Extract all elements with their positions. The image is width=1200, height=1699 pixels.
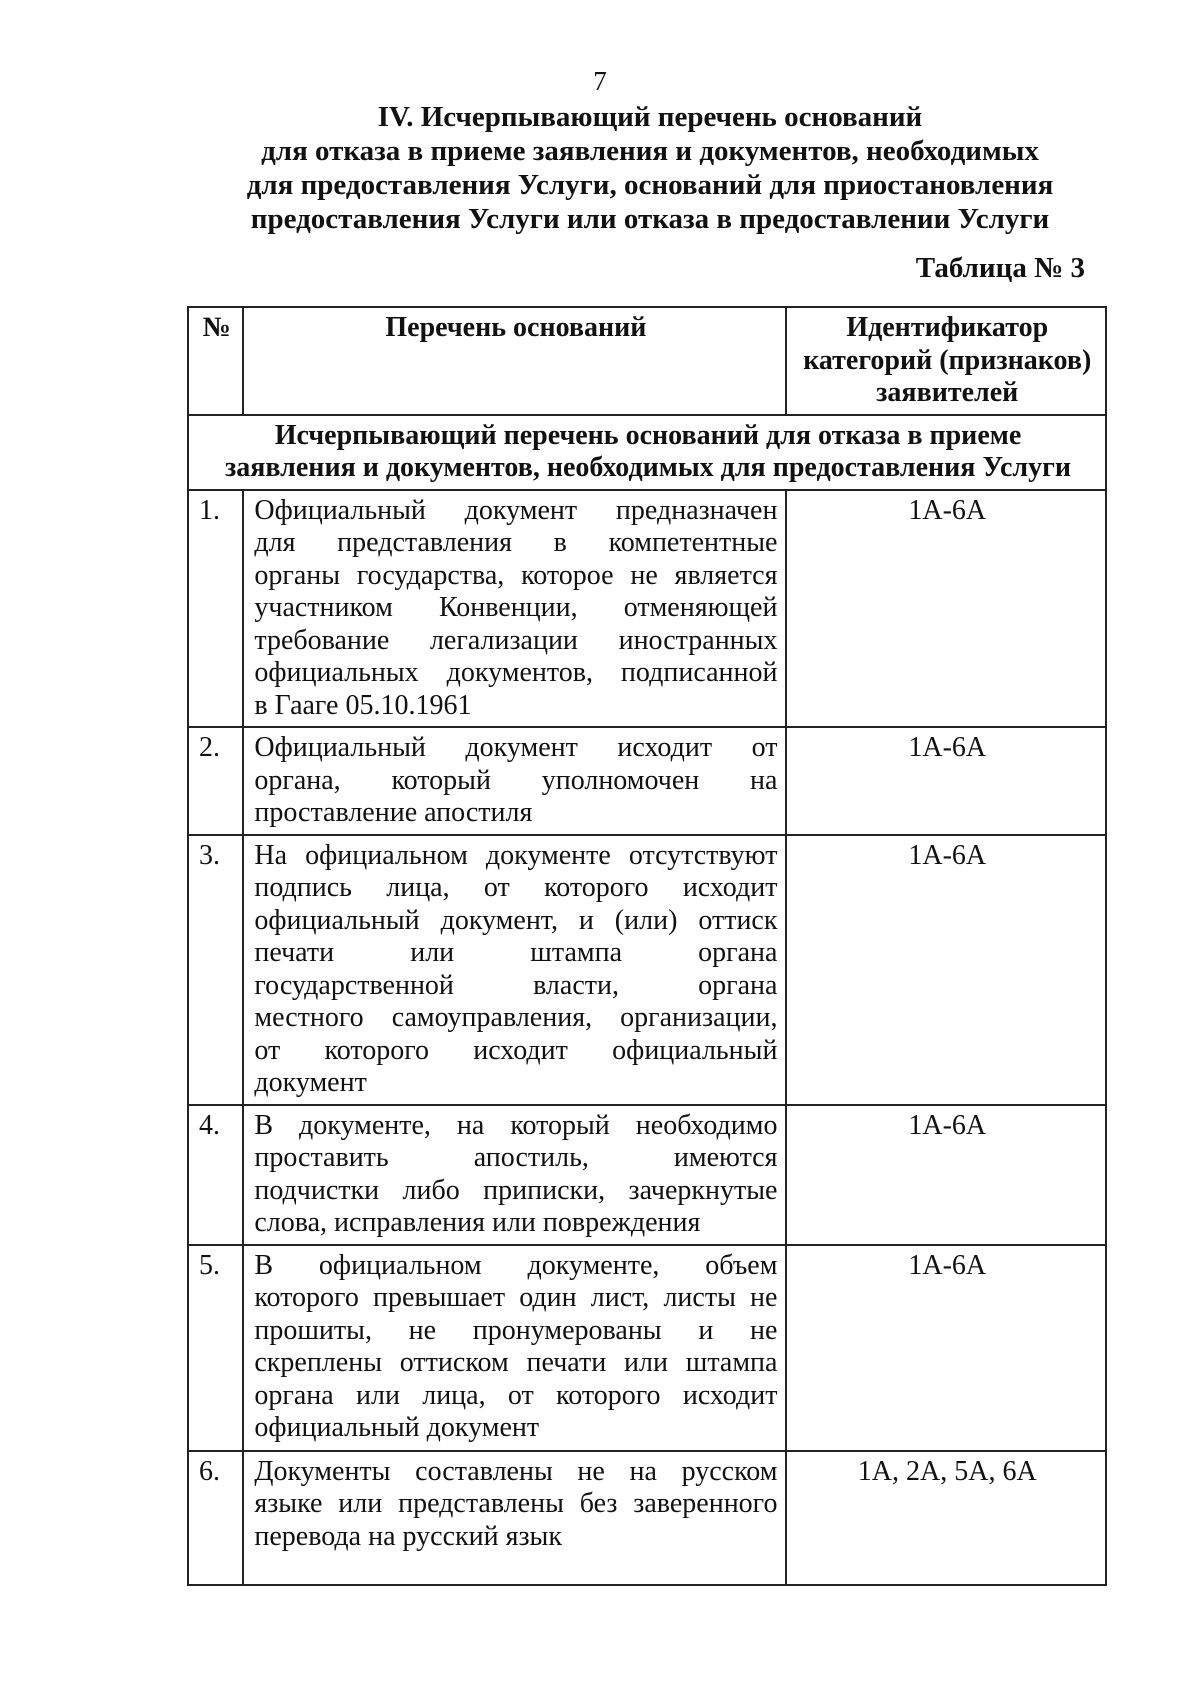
row-reason [243,490,786,728]
table-row [188,1105,1106,1245]
heading-line: IV. Исчерпывающий перечень оснований [377,101,923,133]
row-number: 5. [188,1245,243,1451]
heading-line: предоставления Услуги или отказа в предоставлении Услуги [250,203,1050,235]
reason-line: В официальном документе, объем [254,1249,778,1281]
reason-line: Официальный документ предназначен [254,494,778,526]
row-number: 2. [188,727,243,835]
reason-line: официальных документов, подписанной [254,657,778,688]
reason-line: Документы составлены не на русском [254,1455,778,1487]
reason-line: государственной власти, органа [254,969,778,1001]
table-row [188,727,1106,835]
column-header-identifier: Идентификатор категорий (признаков) заявителей [786,307,1106,415]
reason-line: органы государства, которое не является [254,559,778,591]
reason-line: печати или штампа органа [254,937,778,968]
section-caption [188,415,1106,490]
row-identifier: 1А-6А [786,835,1106,1105]
reason-line: На официальном документе отсутствуют [254,839,778,871]
table-row [188,1245,1106,1451]
row-identifier: 1А-6А [786,1245,1106,1451]
reason-line: в Гааге 05.10.1961 [254,689,472,721]
table-label: Таблица № 3 [915,252,1085,284]
row-number: 1. [188,490,243,728]
row-reason [243,1105,786,1245]
reason-line: которого превышает один лист, листы не [254,1282,778,1313]
table-section-row [188,415,1106,490]
reason-line: подчистки либо приписки, зачеркнутые [254,1174,778,1206]
row-number: 6. [188,1451,243,1585]
row-reason [243,1451,786,1585]
column-header-number: № [188,307,243,415]
reason-line: перевода на русский язык [254,1520,562,1552]
reason-line: языке или представлены без заверенного [254,1488,778,1519]
reason-line: прошиты, не пронумерованы и не [254,1314,778,1346]
reason-line: скреплены оттиском печати или штампа [254,1347,778,1378]
row-number: 4. [188,1105,243,1245]
row-identifier: 1А, 2А, 5А, 6А [786,1451,1106,1585]
reason-line: официальный документ, и (или) оттиск [254,904,778,936]
row-identifier: 1А-6А [786,727,1106,835]
column-header-reasons: Перечень оснований [243,307,786,415]
table-row [188,1451,1106,1585]
reason-line: органа или лица, от которого исходит [254,1379,778,1411]
reason-line: проставление апостиля [254,797,533,828]
row-identifier: 1А-6А [786,1105,1106,1245]
row-number: 3. [188,835,243,1105]
table-row [188,835,1106,1105]
heading-line: для отказа в приеме заявления и документов, необходимых [261,135,1039,167]
reason-line: документ [254,1067,367,1098]
row-identifier: 1А-6А [786,490,1106,728]
reason-line: от которого исходит официальный [254,1034,778,1066]
table-row [188,490,1106,728]
reason-line: для представления в компетентные [254,527,778,558]
reason-line: проставить апостиль, имеются [254,1142,778,1173]
section-heading [190,100,1110,236]
reason-line: подпись лица, от которого исходит [254,872,778,903]
reason-line: органа, который уполномочен на [254,764,778,796]
reason-line: слова, исправления или повреждения [254,1207,701,1238]
reason-line: Официальный документ исходит от [254,732,778,763]
row-reason [243,835,786,1105]
heading-line: для предоставления Услуги, оснований для приостановления [246,169,1054,201]
section-caption-line: Исчерпывающий перечень оснований для отказа в приеме [274,419,1022,451]
reason-line: В документе, на который необходимо [254,1109,778,1141]
section-caption-line: заявления и документов, необходимых для предоставления Услуги [225,452,1071,483]
reason-line: требование легализации иностранных [254,624,778,656]
reason-line: местного самоуправления, организации, [254,1002,778,1033]
grounds-table [187,306,1107,1586]
reason-line: официальный документ [254,1412,540,1443]
row-reason [243,1245,786,1451]
table-header-row [188,307,1106,415]
reason-line: участником Конвенции, отменяющей [254,592,778,623]
row-reason [243,727,786,835]
page-number: 7 [593,66,607,96]
